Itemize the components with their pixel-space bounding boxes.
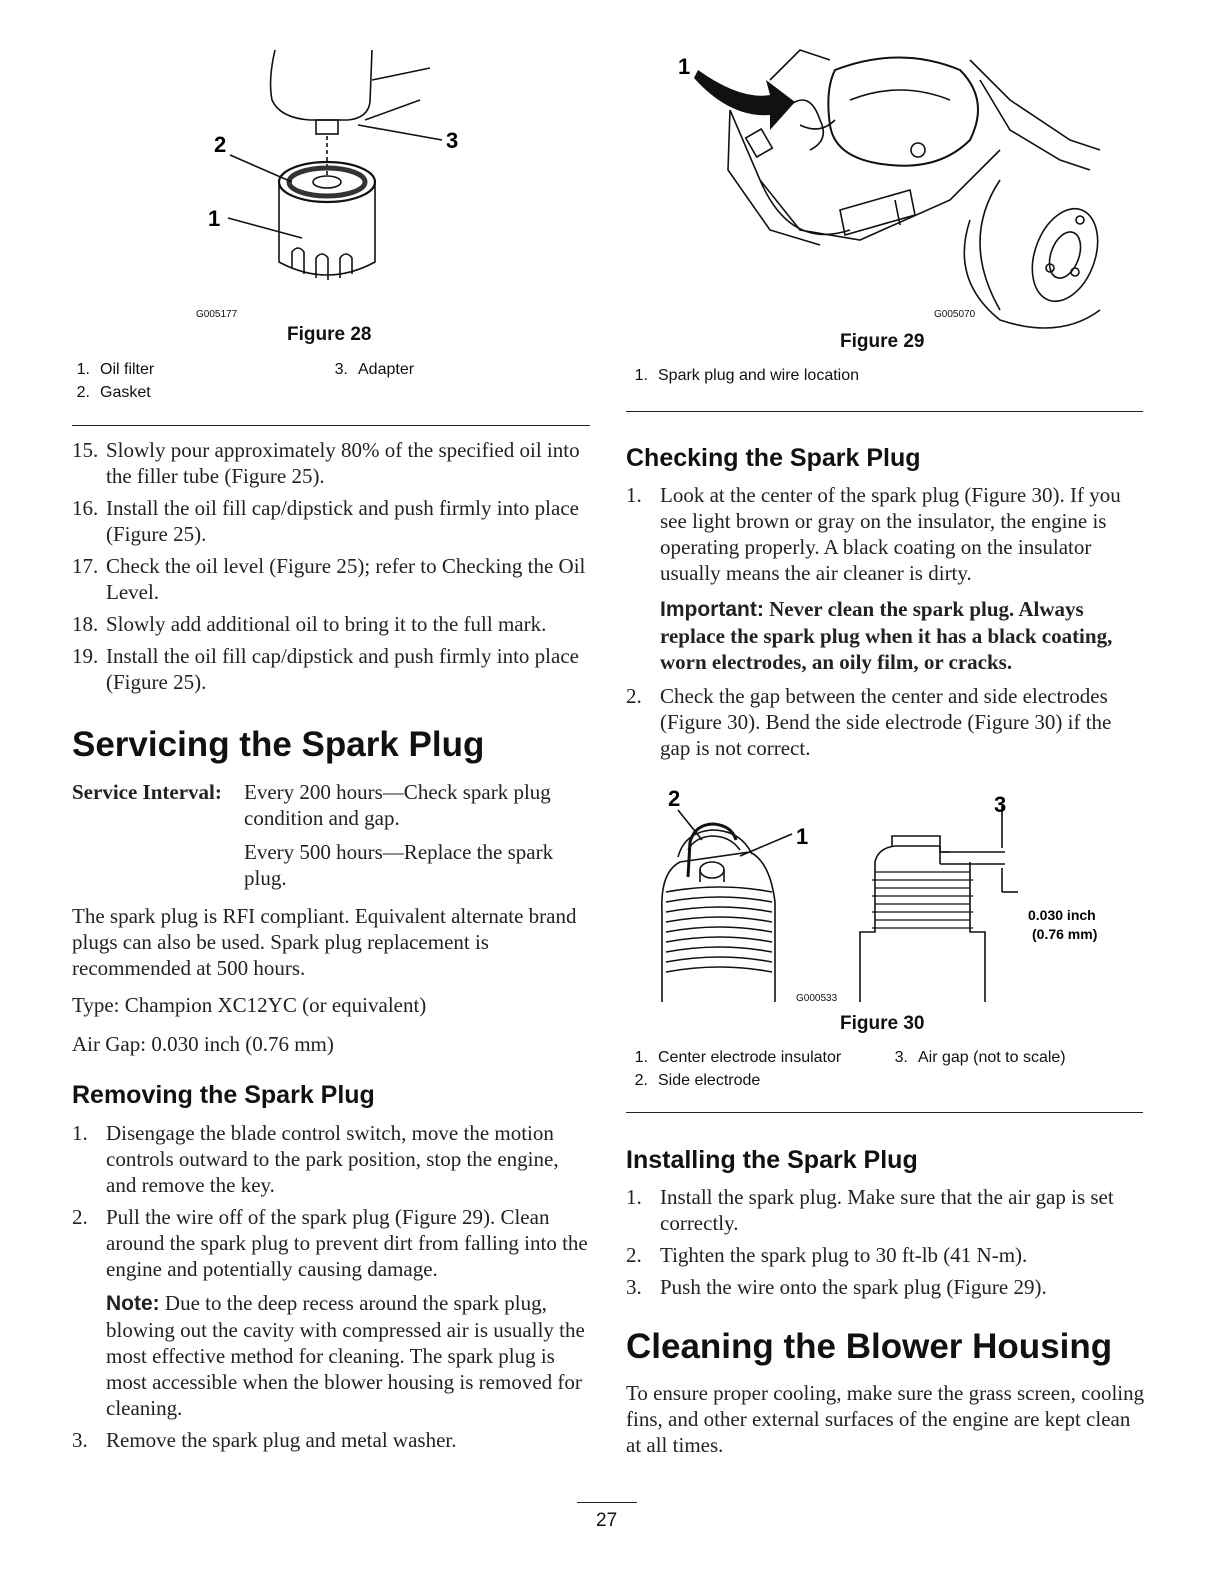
note-label: Note: bbox=[106, 1292, 160, 1315]
page-number-rule bbox=[577, 1502, 637, 1503]
fig30-label-1: 1 bbox=[796, 824, 809, 849]
callout-item: 2. Gasket bbox=[76, 384, 151, 401]
callout-item: 1. Spark plug and wire location bbox=[634, 367, 860, 384]
fig28-label-1: 1 bbox=[208, 206, 221, 231]
callout-item: 1. Center electrode insulator bbox=[634, 1049, 842, 1066]
installing-heading: Installing the Spark Plug bbox=[626, 1146, 918, 1174]
installing-steps bbox=[626, 1184, 1146, 1306]
note-block bbox=[72, 1290, 592, 1421]
service-interval-1: Every 200 hours—Check spark plug condition and gap. bbox=[244, 780, 551, 830]
important-block bbox=[626, 596, 1146, 675]
figure-30-callouts-right bbox=[878, 1046, 1118, 1069]
callout-item: 1. Oil filter bbox=[76, 361, 155, 378]
divider bbox=[72, 425, 590, 426]
gap-measure-mm: (0.76 mm) bbox=[1032, 926, 1098, 942]
list-item: 2. Check the gap between the center and side electrodes (Figure 30). Bend the side electrode (Figure 30) if the gap is not correct. bbox=[626, 684, 1112, 760]
fig28-label-3: 3 bbox=[446, 128, 459, 153]
list-item: 2. Pull the wire off of the spark plug (Figure 29). Clean around the spark plug to prevent dirt from falling into the engine and potentially causing damage. bbox=[72, 1205, 588, 1281]
fig30-label-2: 2 bbox=[668, 786, 681, 811]
figure-29-title: Figure 29 bbox=[840, 331, 925, 352]
fig28-label-2: 2 bbox=[214, 132, 227, 157]
checking-heading: Checking the Spark Plug bbox=[626, 444, 921, 472]
list-item: 3. Remove the spark plug and metal washer. bbox=[72, 1428, 457, 1452]
gap-measure-inch: 0.030 inch bbox=[1028, 907, 1096, 923]
service-interval-2: Every 500 hours—Replace the spark plug. bbox=[244, 840, 554, 890]
removing-heading: Removing the Spark Plug bbox=[72, 1081, 375, 1109]
list-item: 1. Install the spark plug. Make sure that the air gap is set correctly. bbox=[626, 1185, 1114, 1235]
figure-28-callouts-left bbox=[60, 358, 330, 404]
removing-steps bbox=[72, 1120, 592, 1459]
service-interval-label: Service Interval: bbox=[72, 780, 222, 804]
service-interval bbox=[72, 779, 592, 891]
figure-28-title: Figure 28 bbox=[287, 324, 372, 345]
list-item: 19. Install the oil fill cap/dipstick and push firmly into place (Figure 25). bbox=[72, 644, 579, 694]
list-item: 2. Tighten the spark plug to 30 ft-lb (41 N-m). bbox=[626, 1243, 1028, 1267]
servicing-para: The spark plug is RFI compliant. Equivalent alternate brand plugs can also be used. Spark plug replacement is recommended at 500 hours. bbox=[72, 904, 577, 980]
figure-30-illustration bbox=[640, 782, 1130, 1012]
list-item: 18. Slowly add additional oil to bring it to the full mark. bbox=[72, 612, 547, 636]
page-number: 27 bbox=[596, 1510, 618, 1531]
fig29-label-1: 1 bbox=[678, 54, 691, 79]
air-gap-line: Air Gap: 0.030 inch (0.76 mm) bbox=[72, 1032, 334, 1056]
figure-28-code: G005177 bbox=[196, 309, 238, 320]
checking-steps bbox=[626, 482, 1146, 767]
list-item: 1. Look at the center of the spark plug (Figure 30). If you see light brown or gray on the insulator, the engine is operating properly. A black coating on the insulator usually means the air cleaner is dirty. bbox=[626, 483, 1121, 585]
list-item: 15. Slowly pour approximately 80% of the specified oil into the filler tube (Figure 25). bbox=[72, 438, 580, 488]
callout-item: 3. Adapter bbox=[334, 361, 415, 378]
list-item: 3. Push the wire onto the spark plug (Figure 29). bbox=[626, 1275, 1047, 1299]
figure-29-code: G005070 bbox=[934, 309, 976, 320]
divider bbox=[626, 1112, 1143, 1113]
note-text: Due to the deep recess around the spark plug, blowing out the cavity with compressed air is usually the most effective method for cleaning. The spark plug is most accessible when the blower housing is removed for cleaning. bbox=[106, 1291, 585, 1420]
important-label: Important: bbox=[660, 598, 764, 621]
figure-30-title: Figure 30 bbox=[840, 1013, 925, 1034]
figure-29-illustration bbox=[670, 40, 1110, 340]
list-item: 16. Install the oil fill cap/dipstick and push firmly into place (Figure 25). bbox=[72, 496, 579, 546]
figure-28-callouts-right bbox=[318, 358, 518, 381]
list-item: 1. Disengage the blade control switch, move the motion controls outward to the park position, stop the engine, and remove the key. bbox=[72, 1121, 559, 1197]
important-text: Never clean the spark plug. Always replace the spark plug when it has a black coating, worn electrodes, an oily film, or cracks. bbox=[660, 597, 1113, 674]
figure-29-callouts bbox=[618, 364, 1118, 387]
blower-para: To ensure proper cooling, make sure the grass screen, cooling fins, and other external surfaces of the engine are kept clean at all times. bbox=[626, 1381, 1145, 1457]
figure-28-illustration bbox=[180, 40, 500, 330]
oil-steps-list bbox=[72, 437, 592, 701]
figure-30-callouts-left bbox=[618, 1046, 878, 1092]
list-item: 17. Check the oil level (Figure 25); refer to Checking the Oil Level. bbox=[72, 554, 586, 604]
callout-item: 3. Air gap (not to scale) bbox=[894, 1049, 1066, 1066]
fig30-label-3: 3 bbox=[994, 792, 1007, 817]
servicing-heading: Servicing the Spark Plug bbox=[72, 725, 485, 764]
type-line: Type: Champion XC12YC (or equivalent) bbox=[72, 993, 427, 1017]
blower-heading: Cleaning the Blower Housing bbox=[626, 1327, 1113, 1366]
figure-30-code: G000533 bbox=[796, 993, 838, 1004]
divider bbox=[626, 411, 1143, 412]
callout-item: 2. Side electrode bbox=[634, 1072, 761, 1089]
